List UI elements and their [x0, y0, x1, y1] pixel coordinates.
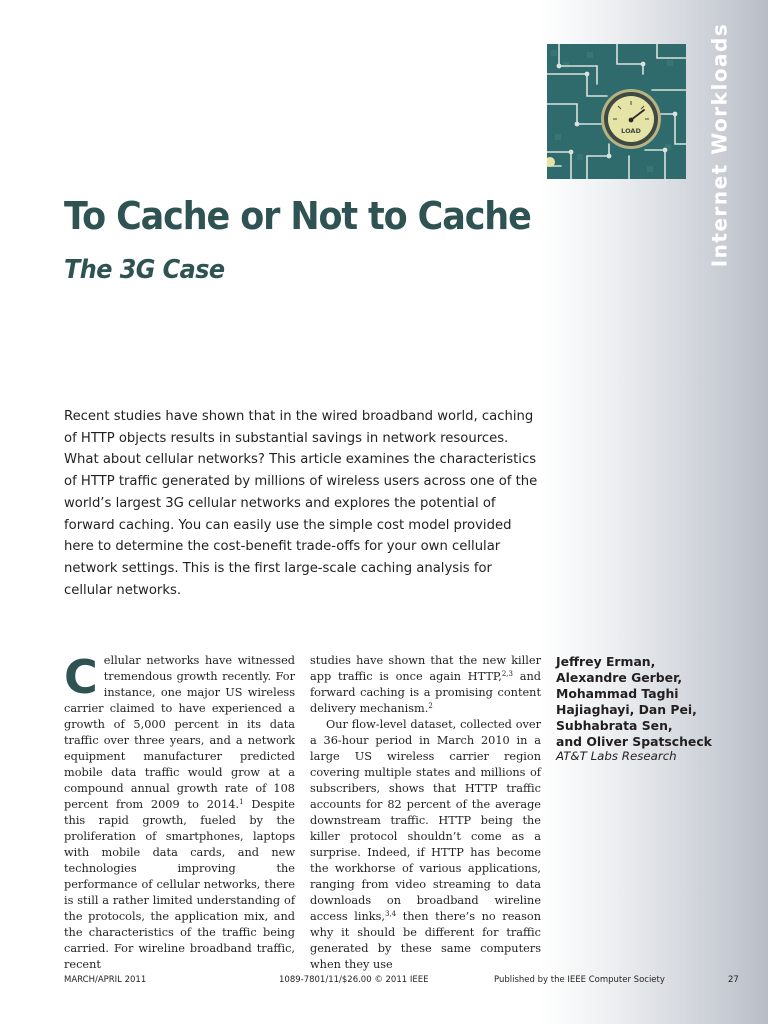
author-line: Mohammad Taghi	[556, 686, 679, 701]
footer-issue: MARCH/APRIL 2011	[64, 975, 147, 985]
body-text: ellular networks have witnessed tremendous growth recently. For instance, one major US wireless carrier claimed to have experienced a growth of 5,000 percent in its data traffic over three years, and a network equipment manufacturer predicted mobile data traffic would grow at a compound annual growth rate of 108 percent from 2009 to 2014.	[64, 654, 295, 811]
section-label	[689, 0, 749, 290]
citation-ref: 3,4	[385, 910, 397, 918]
author-line: Subhabrata Sen,	[556, 718, 673, 733]
citation-ref: 2,3	[501, 670, 513, 678]
body-text: and forward caching is a promising content delivery mechanism.	[310, 670, 542, 715]
body-text: studies have shown that the new killer app traffic is once again HTTP,	[310, 654, 541, 683]
body-text: Despite this rapid growth, fueled by the proliferation of smartphones, laptops with mobile data cards, and new technologies improving the performance of cellular networks, there is still a rather limited understanding of the protocols, the application mix, and the characteristics of the traffic being carried. For wireline broadband traffic, recent	[64, 798, 295, 971]
footer-publisher: Published by the IEEE Computer Society	[494, 975, 665, 985]
load-gauge-illustration	[547, 44, 686, 179]
drop-cap: C	[64, 650, 98, 704]
footer-issn: 1089-7801/11/$26.00 © 2011 IEEE	[279, 975, 429, 985]
page-number: 27	[728, 975, 739, 985]
article-title: To Cache or Not to Cache	[64, 194, 531, 238]
citation-ref: 2	[428, 702, 433, 710]
author-affiliation: AT&T Labs Research	[556, 749, 677, 763]
citation-ref: 1	[239, 798, 244, 806]
author-line: Hajiaghayi, Dan Pei,	[556, 702, 697, 717]
body-text: then there’s no reason why it should be different for traffic generated by these same computers when they use	[310, 910, 542, 971]
author-line: and Oliver Spatscheck	[556, 734, 712, 749]
article-subtitle: The 3G Case	[64, 255, 225, 285]
body-column-2	[310, 653, 541, 973]
author-line: Jeffrey Erman,	[556, 654, 656, 669]
abstract: Recent studies have shown that in the wired broadband world, caching of HTTP objects results in substantial savings in network resources. What about cellular networks? This article examines the characteristics of HTTP traffic generated by millions of wireless users across one of the world’s largest 3G cellular networks and explores the potential of forward caching. You can easily use the simple cost model provided here to determine the cost-benefit trade-offs for your own cellular network settings. This is the first large-scale caching analysis for cellular networks.	[64, 409, 538, 598]
author-list	[556, 654, 756, 750]
body-column-1	[64, 650, 295, 973]
section-label-text: Internet Workloads	[707, 22, 731, 268]
gauge-label: LOAD	[621, 127, 641, 135]
body-text: Our flow-level dataset, collected over a 36-hour period in March 2010 in a large US wireless carrier region covering multiple states and millions of subscribers, shows that HTTP traffic accounts for 82 percent of the average downstream traffic. HTTP being the killer protocol shouldn’t come as a surprise. Indeed, if HTTP has become the workhorse of various applications, ranging from video streaming to data downloads on broadband wireline access links,	[310, 718, 541, 923]
author-line: Alexandre Gerber,	[556, 670, 683, 685]
